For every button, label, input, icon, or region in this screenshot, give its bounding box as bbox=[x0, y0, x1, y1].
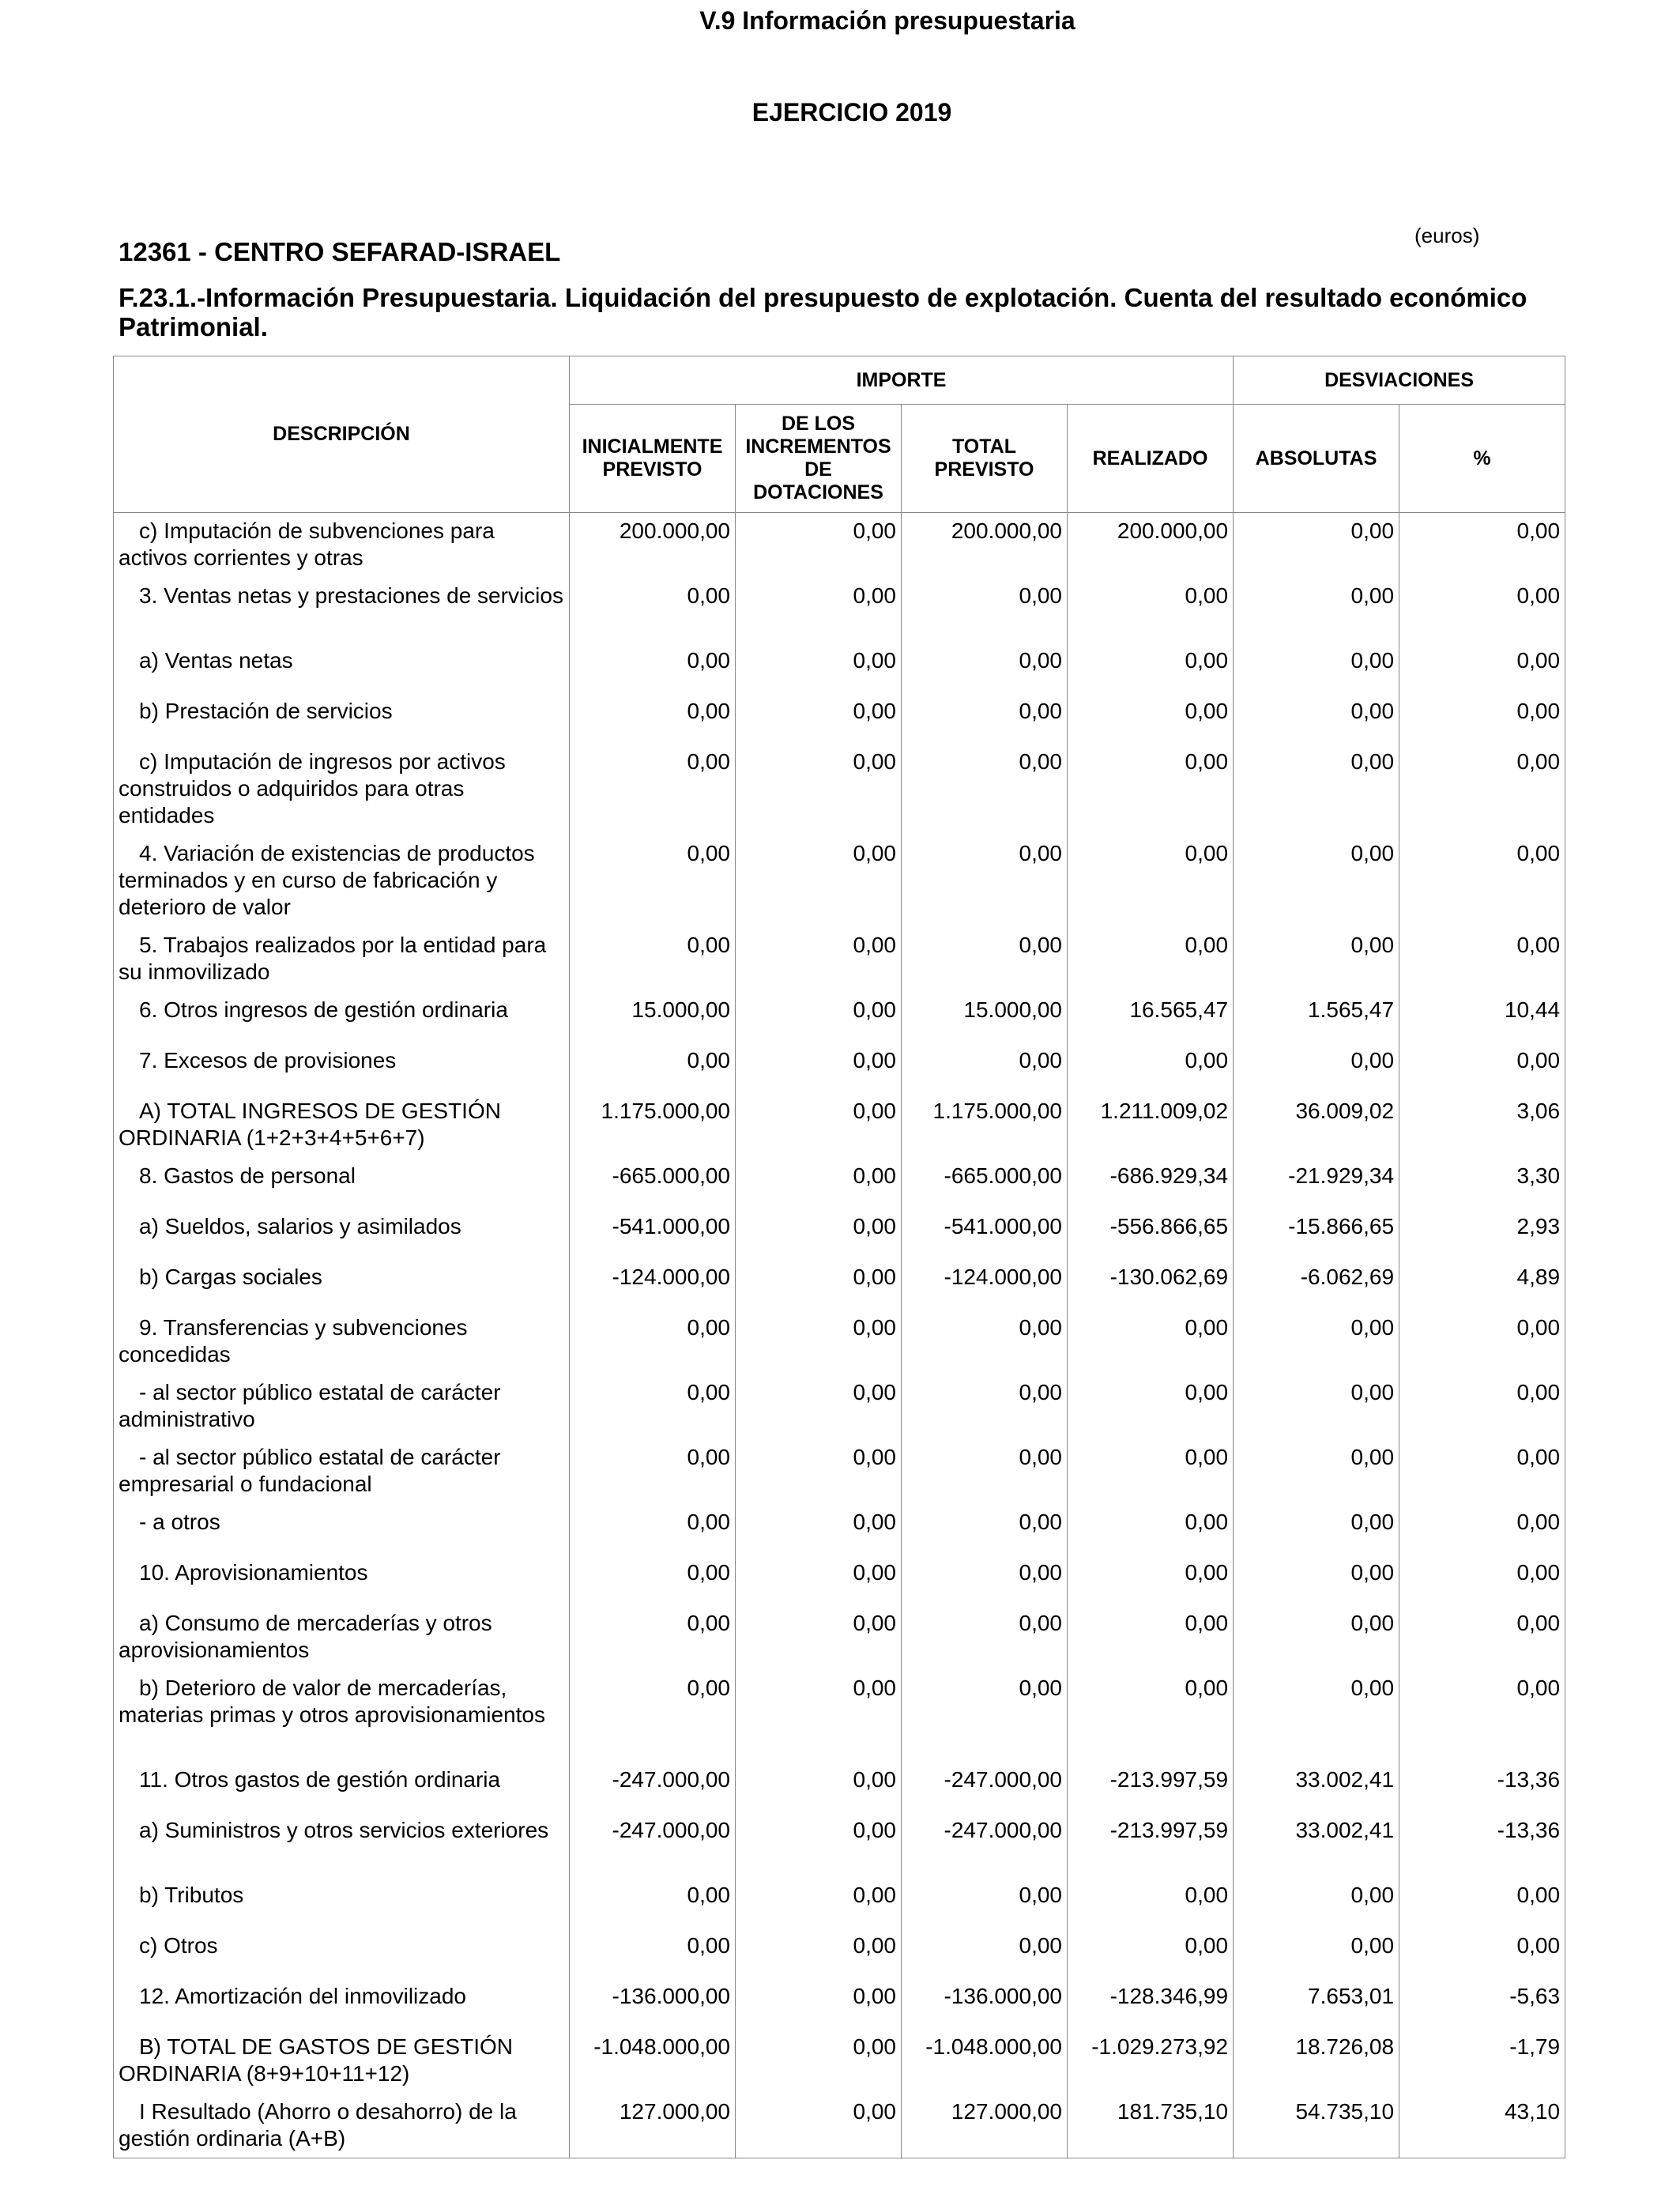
cell-percent: 0,00 bbox=[1399, 1374, 1565, 1439]
row-description-text: 7. Excesos de provisiones bbox=[139, 1047, 397, 1072]
cell-realized: 1.211.009,02 bbox=[1068, 1093, 1234, 1158]
cell-initial: 0,00 bbox=[570, 1928, 736, 1978]
report-subtitle: F.23.1.-Información Presupuestaria. Liquidación del presupuesto de explotación. Cuenta del resultado económico Patrimonial. bbox=[119, 283, 1527, 341]
table-row bbox=[114, 578, 1565, 643]
cell-total: 0,00 bbox=[902, 693, 1068, 744]
section-title: V.9 Información presupuestaria bbox=[699, 6, 1075, 35]
row-description-text: 12. Amortización del inmovilizado bbox=[139, 1983, 466, 2008]
cell-percent: -13,36 bbox=[1399, 1762, 1565, 1812]
cell-increments: 0,00 bbox=[736, 1978, 902, 2029]
cell-percent: 0,00 bbox=[1399, 1042, 1565, 1093]
cell-total: -136.000,00 bbox=[902, 1978, 1068, 2029]
row-description-text: I Resultado (Ahorro o desahorro) de la gestión ordinaria (A+B) bbox=[119, 2098, 517, 2151]
cell-initial: 0,00 bbox=[570, 927, 736, 992]
row-description bbox=[114, 1978, 570, 2029]
cell-absolute: 0,00 bbox=[1234, 693, 1399, 744]
header-percent: % bbox=[1399, 405, 1565, 513]
cell-initial: 0,00 bbox=[570, 643, 736, 693]
cell-percent: 0,00 bbox=[1399, 578, 1565, 643]
cell-percent: 0,00 bbox=[1399, 835, 1565, 927]
table-row bbox=[114, 1877, 1565, 1928]
cell-absolute: 33.002,41 bbox=[1234, 1762, 1399, 1812]
row-description bbox=[114, 835, 570, 927]
cell-percent: 0,00 bbox=[1399, 1310, 1565, 1374]
row-description bbox=[114, 1208, 570, 1259]
cell-initial: 15.000,00 bbox=[570, 992, 736, 1042]
table-row bbox=[114, 1259, 1565, 1310]
row-description-text: b) Deterioro de valor de mercaderías, materias primas y otros aprovisionamientos bbox=[119, 1675, 545, 1727]
table-row bbox=[114, 1812, 1565, 1877]
cell-increments: 0,00 bbox=[736, 2029, 902, 2094]
row-description-text: B) TOTAL DE GASTOS DE GESTIÓN ORDINARIA (8+9+10+11+12) bbox=[119, 2034, 513, 2086]
cell-increments: 0,00 bbox=[736, 2094, 902, 2158]
cell-initial: 0,00 bbox=[570, 1504, 736, 1555]
cell-increments: 0,00 bbox=[736, 744, 902, 835]
cell-total: 0,00 bbox=[902, 643, 1068, 693]
header-importe: IMPORTE bbox=[570, 356, 1234, 405]
cell-increments: 0,00 bbox=[736, 1605, 902, 1670]
row-description-text: b) Tributos bbox=[139, 1882, 244, 1907]
cell-absolute: 0,00 bbox=[1234, 927, 1399, 992]
cell-realized: 0,00 bbox=[1068, 1504, 1234, 1555]
cell-realized: -213.997,59 bbox=[1068, 1812, 1234, 1877]
cell-increments: 0,00 bbox=[736, 1877, 902, 1928]
row-description-text: 6. Otros ingresos de gestión ordinaria bbox=[139, 997, 508, 1022]
cell-realized: 0,00 bbox=[1068, 744, 1234, 835]
header-desviaciones: DESVIACIONES bbox=[1234, 356, 1565, 405]
table-row bbox=[114, 1762, 1565, 1812]
row-description bbox=[114, 693, 570, 744]
cell-total: 0,00 bbox=[902, 1555, 1068, 1605]
cell-percent: 0,00 bbox=[1399, 1439, 1565, 1504]
row-description bbox=[114, 1259, 570, 1310]
row-description bbox=[114, 1812, 570, 1877]
cell-increments: 0,00 bbox=[736, 1158, 902, 1208]
cell-absolute: 33.002,41 bbox=[1234, 1812, 1399, 1877]
cell-percent: -13,36 bbox=[1399, 1812, 1565, 1877]
row-description-text: a) Suministros y otros servicios exteriores bbox=[139, 1817, 549, 1842]
table-row bbox=[114, 835, 1565, 927]
cell-percent: 3,06 bbox=[1399, 1093, 1565, 1158]
cell-total: 0,00 bbox=[902, 1504, 1068, 1555]
cell-initial: -247.000,00 bbox=[570, 1762, 736, 1812]
cell-percent: 0,00 bbox=[1399, 1605, 1565, 1670]
cell-absolute: 0,00 bbox=[1234, 1439, 1399, 1504]
row-description bbox=[114, 513, 570, 578]
table-row bbox=[114, 1158, 1565, 1208]
cell-realized: -130.062,69 bbox=[1068, 1259, 1234, 1310]
row-description bbox=[114, 1042, 570, 1093]
cell-percent: -1,79 bbox=[1399, 2029, 1565, 2094]
row-description-text: a) Consumo de mercaderías y otros aprovisionamientos bbox=[119, 1610, 492, 1662]
header-total: TOTAL PREVISTO bbox=[902, 405, 1068, 513]
cell-realized: 0,00 bbox=[1068, 835, 1234, 927]
table-row bbox=[114, 643, 1565, 693]
cell-total: 0,00 bbox=[902, 1310, 1068, 1374]
cell-realized: -686.929,34 bbox=[1068, 1158, 1234, 1208]
cell-realized: 0,00 bbox=[1068, 643, 1234, 693]
cell-total: 0,00 bbox=[902, 835, 1068, 927]
cell-total: 0,00 bbox=[902, 1928, 1068, 1978]
cell-percent: 0,00 bbox=[1399, 693, 1565, 744]
cell-initial: 1.175.000,00 bbox=[570, 1093, 736, 1158]
cell-initial: -247.000,00 bbox=[570, 1812, 736, 1877]
cell-realized: 0,00 bbox=[1068, 1439, 1234, 1504]
cell-realized: 0,00 bbox=[1068, 1605, 1234, 1670]
row-description-text: a) Ventas netas bbox=[139, 647, 293, 673]
header-absolute: ABSOLUTAS bbox=[1234, 405, 1399, 513]
row-description bbox=[114, 992, 570, 1042]
cell-increments: 0,00 bbox=[736, 835, 902, 927]
table-row bbox=[114, 2029, 1565, 2094]
cell-increments: 0,00 bbox=[736, 1762, 902, 1812]
cell-total: -247.000,00 bbox=[902, 1812, 1068, 1877]
table-row bbox=[114, 1928, 1565, 1978]
cell-total: 0,00 bbox=[902, 1042, 1068, 1093]
cell-total: 1.175.000,00 bbox=[902, 1093, 1068, 1158]
cell-initial: 0,00 bbox=[570, 835, 736, 927]
cell-percent: 0,00 bbox=[1399, 1504, 1565, 1555]
cell-realized: 200.000,00 bbox=[1068, 513, 1234, 578]
row-description-text: b) Cargas sociales bbox=[139, 1264, 322, 1289]
row-description-text: 4. Variación de existencias de productos terminados y en curso de fabricación y deterioro de valor bbox=[119, 840, 535, 919]
cell-percent: 0,00 bbox=[1399, 1928, 1565, 1978]
row-description bbox=[114, 2094, 570, 2158]
cell-initial: -541.000,00 bbox=[570, 1208, 736, 1259]
cell-percent: 43,10 bbox=[1399, 2094, 1565, 2158]
table-row bbox=[114, 1208, 1565, 1259]
cell-percent: 2,93 bbox=[1399, 1208, 1565, 1259]
fiscal-year-title: EJERCICIO 2019 bbox=[751, 98, 952, 126]
cell-realized: 0,00 bbox=[1068, 693, 1234, 744]
cell-initial: 0,00 bbox=[570, 1555, 736, 1605]
cell-realized: 0,00 bbox=[1068, 1310, 1234, 1374]
cell-total: 0,00 bbox=[902, 1670, 1068, 1762]
table-row bbox=[114, 1310, 1565, 1374]
header-realized: REALIZADO bbox=[1068, 405, 1234, 513]
cell-realized: 0,00 bbox=[1068, 1670, 1234, 1762]
cell-absolute: 0,00 bbox=[1234, 643, 1399, 693]
cell-realized: 0,00 bbox=[1068, 1042, 1234, 1093]
cell-percent: 4,89 bbox=[1399, 1259, 1565, 1310]
row-description-text: - a otros bbox=[139, 1509, 220, 1534]
cell-initial: 127.000,00 bbox=[570, 2094, 736, 2158]
cell-absolute: 54.735,10 bbox=[1234, 2094, 1399, 2158]
table-row bbox=[114, 1978, 1565, 2029]
cell-absolute: 0,00 bbox=[1234, 513, 1399, 578]
cell-absolute: 0,00 bbox=[1234, 1374, 1399, 1439]
row-description-text: - al sector público estatal de carácter administrativo bbox=[119, 1379, 501, 1431]
cell-total: 0,00 bbox=[902, 578, 1068, 643]
cell-percent: 0,00 bbox=[1399, 1877, 1565, 1928]
row-description bbox=[114, 1555, 570, 1605]
cell-percent: 0,00 bbox=[1399, 1555, 1565, 1605]
cell-total: 0,00 bbox=[902, 1439, 1068, 1504]
cell-increments: 0,00 bbox=[736, 1310, 902, 1374]
cell-absolute: 0,00 bbox=[1234, 744, 1399, 835]
row-description-text: b) Prestación de servicios bbox=[139, 698, 393, 723]
cell-increments: 0,00 bbox=[736, 693, 902, 744]
cell-absolute: 0,00 bbox=[1234, 1042, 1399, 1093]
table-row bbox=[114, 744, 1565, 835]
table-row bbox=[114, 1374, 1565, 1439]
table-row bbox=[114, 1605, 1565, 1670]
cell-initial: 0,00 bbox=[570, 1670, 736, 1762]
cell-increments: 0,00 bbox=[736, 578, 902, 643]
cell-total: -247.000,00 bbox=[902, 1762, 1068, 1812]
cell-realized: 0,00 bbox=[1068, 1877, 1234, 1928]
row-description-text: 10. Aprovisionamientos bbox=[139, 1559, 368, 1585]
cell-realized: 0,00 bbox=[1068, 578, 1234, 643]
row-description bbox=[114, 1310, 570, 1374]
row-description bbox=[114, 1093, 570, 1158]
row-description bbox=[114, 1877, 570, 1928]
cell-initial: -136.000,00 bbox=[570, 1978, 736, 2029]
cell-increments: 0,00 bbox=[736, 1374, 902, 1439]
row-description-text: c) Imputación de ingresos por activos construidos o adquiridos para otras entidades bbox=[119, 748, 506, 827]
cell-absolute: 0,00 bbox=[1234, 1555, 1399, 1605]
cell-initial: 0,00 bbox=[570, 693, 736, 744]
cell-absolute: 0,00 bbox=[1234, 1928, 1399, 1978]
table-row bbox=[114, 693, 1565, 744]
row-description bbox=[114, 1762, 570, 1812]
cell-increments: 0,00 bbox=[736, 1555, 902, 1605]
cell-increments: 0,00 bbox=[736, 1208, 902, 1259]
cell-increments: 0,00 bbox=[736, 992, 902, 1042]
table-row bbox=[114, 2094, 1565, 2158]
row-description-text: 8. Gastos de personal bbox=[139, 1163, 356, 1188]
cell-absolute: 36.009,02 bbox=[1234, 1093, 1399, 1158]
cell-increments: 0,00 bbox=[736, 927, 902, 992]
cell-total: 0,00 bbox=[902, 927, 1068, 992]
table-row bbox=[114, 992, 1565, 1042]
cell-total: 0,00 bbox=[902, 1605, 1068, 1670]
cell-total: -541.000,00 bbox=[902, 1208, 1068, 1259]
cell-percent: 0,00 bbox=[1399, 513, 1565, 578]
cell-increments: 0,00 bbox=[736, 513, 902, 578]
cell-absolute: 1.565,47 bbox=[1234, 992, 1399, 1042]
cell-total: 15.000,00 bbox=[902, 992, 1068, 1042]
cell-initial: -124.000,00 bbox=[570, 1259, 736, 1310]
cell-increments: 0,00 bbox=[736, 643, 902, 693]
cell-realized: -556.866,65 bbox=[1068, 1208, 1234, 1259]
row-description-text: A) TOTAL INGRESOS DE GESTIÓN ORDINARIA (1+2+3+4+5+6+7) bbox=[119, 1098, 501, 1150]
units-label: (euros) bbox=[1414, 224, 1480, 247]
row-description bbox=[114, 1605, 570, 1670]
cell-initial: -1.048.000,00 bbox=[570, 2029, 736, 2094]
cell-absolute: 0,00 bbox=[1234, 1877, 1399, 1928]
cell-increments: 0,00 bbox=[736, 1928, 902, 1978]
cell-percent: -5,63 bbox=[1399, 1978, 1565, 2029]
cell-absolute: 0,00 bbox=[1234, 835, 1399, 927]
table-row bbox=[114, 513, 1565, 578]
cell-percent: 10,44 bbox=[1399, 992, 1565, 1042]
cell-absolute: -6.062,69 bbox=[1234, 1259, 1399, 1310]
cell-absolute: -15.866,65 bbox=[1234, 1208, 1399, 1259]
table-row bbox=[114, 1439, 1565, 1504]
header-description: DESCRIPCIÓN bbox=[114, 356, 570, 513]
cell-total: -665.000,00 bbox=[902, 1158, 1068, 1208]
cell-realized: -128.346,99 bbox=[1068, 1978, 1234, 2029]
table-row bbox=[114, 1042, 1565, 1093]
row-description-text: 3. Ventas netas y prestaciones de servicios bbox=[139, 582, 563, 608]
cell-percent: 3,30 bbox=[1399, 1158, 1565, 1208]
cell-initial: 0,00 bbox=[570, 744, 736, 835]
cell-increments: 0,00 bbox=[736, 1439, 902, 1504]
cell-total: 127.000,00 bbox=[902, 2094, 1068, 2158]
cell-initial: 0,00 bbox=[570, 1439, 736, 1504]
cell-absolute: 18.726,08 bbox=[1234, 2029, 1399, 2094]
cell-realized: 181.735,10 bbox=[1068, 2094, 1234, 2158]
cell-total: 0,00 bbox=[902, 1374, 1068, 1439]
cell-realized: 0,00 bbox=[1068, 927, 1234, 992]
row-description bbox=[114, 578, 570, 643]
cell-increments: 0,00 bbox=[736, 1093, 902, 1158]
cell-initial: 0,00 bbox=[570, 1877, 736, 1928]
cell-initial: -665.000,00 bbox=[570, 1158, 736, 1208]
cell-percent: 0,00 bbox=[1399, 744, 1565, 835]
table-row bbox=[114, 1504, 1565, 1555]
cell-realized: 0,00 bbox=[1068, 1555, 1234, 1605]
cell-absolute: 7.653,01 bbox=[1234, 1978, 1399, 2029]
cell-total: -124.000,00 bbox=[902, 1259, 1068, 1310]
row-description-text: a) Sueldos, salarios y asimilados bbox=[139, 1213, 461, 1238]
cell-absolute: 0,00 bbox=[1234, 1670, 1399, 1762]
cell-absolute: 0,00 bbox=[1234, 1310, 1399, 1374]
cell-total: 0,00 bbox=[902, 744, 1068, 835]
table-row bbox=[114, 1555, 1565, 1605]
row-description bbox=[114, 1374, 570, 1439]
row-description bbox=[114, 643, 570, 693]
cell-percent: 0,00 bbox=[1399, 643, 1565, 693]
cell-percent: 0,00 bbox=[1399, 1670, 1565, 1762]
row-description bbox=[114, 1158, 570, 1208]
header-initial: INICIALMENTE PREVISTO bbox=[570, 405, 736, 513]
cell-initial: 0,00 bbox=[570, 578, 736, 643]
row-description bbox=[114, 744, 570, 835]
row-description bbox=[114, 927, 570, 992]
row-description bbox=[114, 2029, 570, 2094]
cell-initial: 0,00 bbox=[570, 1374, 736, 1439]
table-row bbox=[114, 1670, 1565, 1762]
cell-realized: 0,00 bbox=[1068, 1928, 1234, 1978]
cell-absolute: -21.929,34 bbox=[1234, 1158, 1399, 1208]
row-description bbox=[114, 1504, 570, 1555]
row-description-text: 9. Transferencias y subvenciones concedidas bbox=[119, 1314, 468, 1367]
row-description bbox=[114, 1439, 570, 1504]
row-description-text: 5. Trabajos realizados por la entidad para su inmovilizado bbox=[119, 932, 547, 984]
row-description-text: c) Imputación de subvenciones para activos corrientes y otras bbox=[119, 518, 495, 570]
cell-total: 0,00 bbox=[902, 1877, 1068, 1928]
cell-realized: 0,00 bbox=[1068, 1374, 1234, 1439]
cell-increments: 0,00 bbox=[736, 1812, 902, 1877]
table-row bbox=[114, 1093, 1565, 1158]
cell-absolute: 0,00 bbox=[1234, 1504, 1399, 1555]
header-increments: DE LOS INCREMENTOS DE DOTACIONES bbox=[736, 405, 902, 513]
cell-percent: 0,00 bbox=[1399, 927, 1565, 992]
cell-increments: 0,00 bbox=[736, 1670, 902, 1762]
row-description bbox=[114, 1670, 570, 1762]
cell-increments: 0,00 bbox=[736, 1504, 902, 1555]
cell-realized: -213.997,59 bbox=[1068, 1762, 1234, 1812]
budget-table bbox=[113, 356, 1565, 2158]
cell-realized: 16.565,47 bbox=[1068, 992, 1234, 1042]
cell-initial: 0,00 bbox=[570, 1605, 736, 1670]
cell-increments: 0,00 bbox=[736, 1259, 902, 1310]
cell-absolute: 0,00 bbox=[1234, 1605, 1399, 1670]
row-description-text: 11. Otros gastos de gestión ordinaria bbox=[139, 1766, 501, 1792]
row-description-text: c) Otros bbox=[139, 1932, 218, 1958]
cell-initial: 0,00 bbox=[570, 1310, 736, 1374]
row-description-text: - al sector público estatal de carácter empresarial o fundacional bbox=[119, 1444, 501, 1496]
cell-increments: 0,00 bbox=[736, 1042, 902, 1093]
cell-total: 200.000,00 bbox=[902, 513, 1068, 578]
entity-title: 12361 - CENTRO SEFARAD-ISRAEL bbox=[119, 237, 561, 266]
cell-realized: -1.029.273,92 bbox=[1068, 2029, 1234, 2094]
cell-total: -1.048.000,00 bbox=[902, 2029, 1068, 2094]
cell-absolute: 0,00 bbox=[1234, 578, 1399, 643]
table-row bbox=[114, 927, 1565, 992]
table-body bbox=[114, 513, 1565, 2158]
cell-initial: 200.000,00 bbox=[570, 513, 736, 578]
row-description bbox=[114, 1928, 570, 1978]
cell-initial: 0,00 bbox=[570, 1042, 736, 1093]
